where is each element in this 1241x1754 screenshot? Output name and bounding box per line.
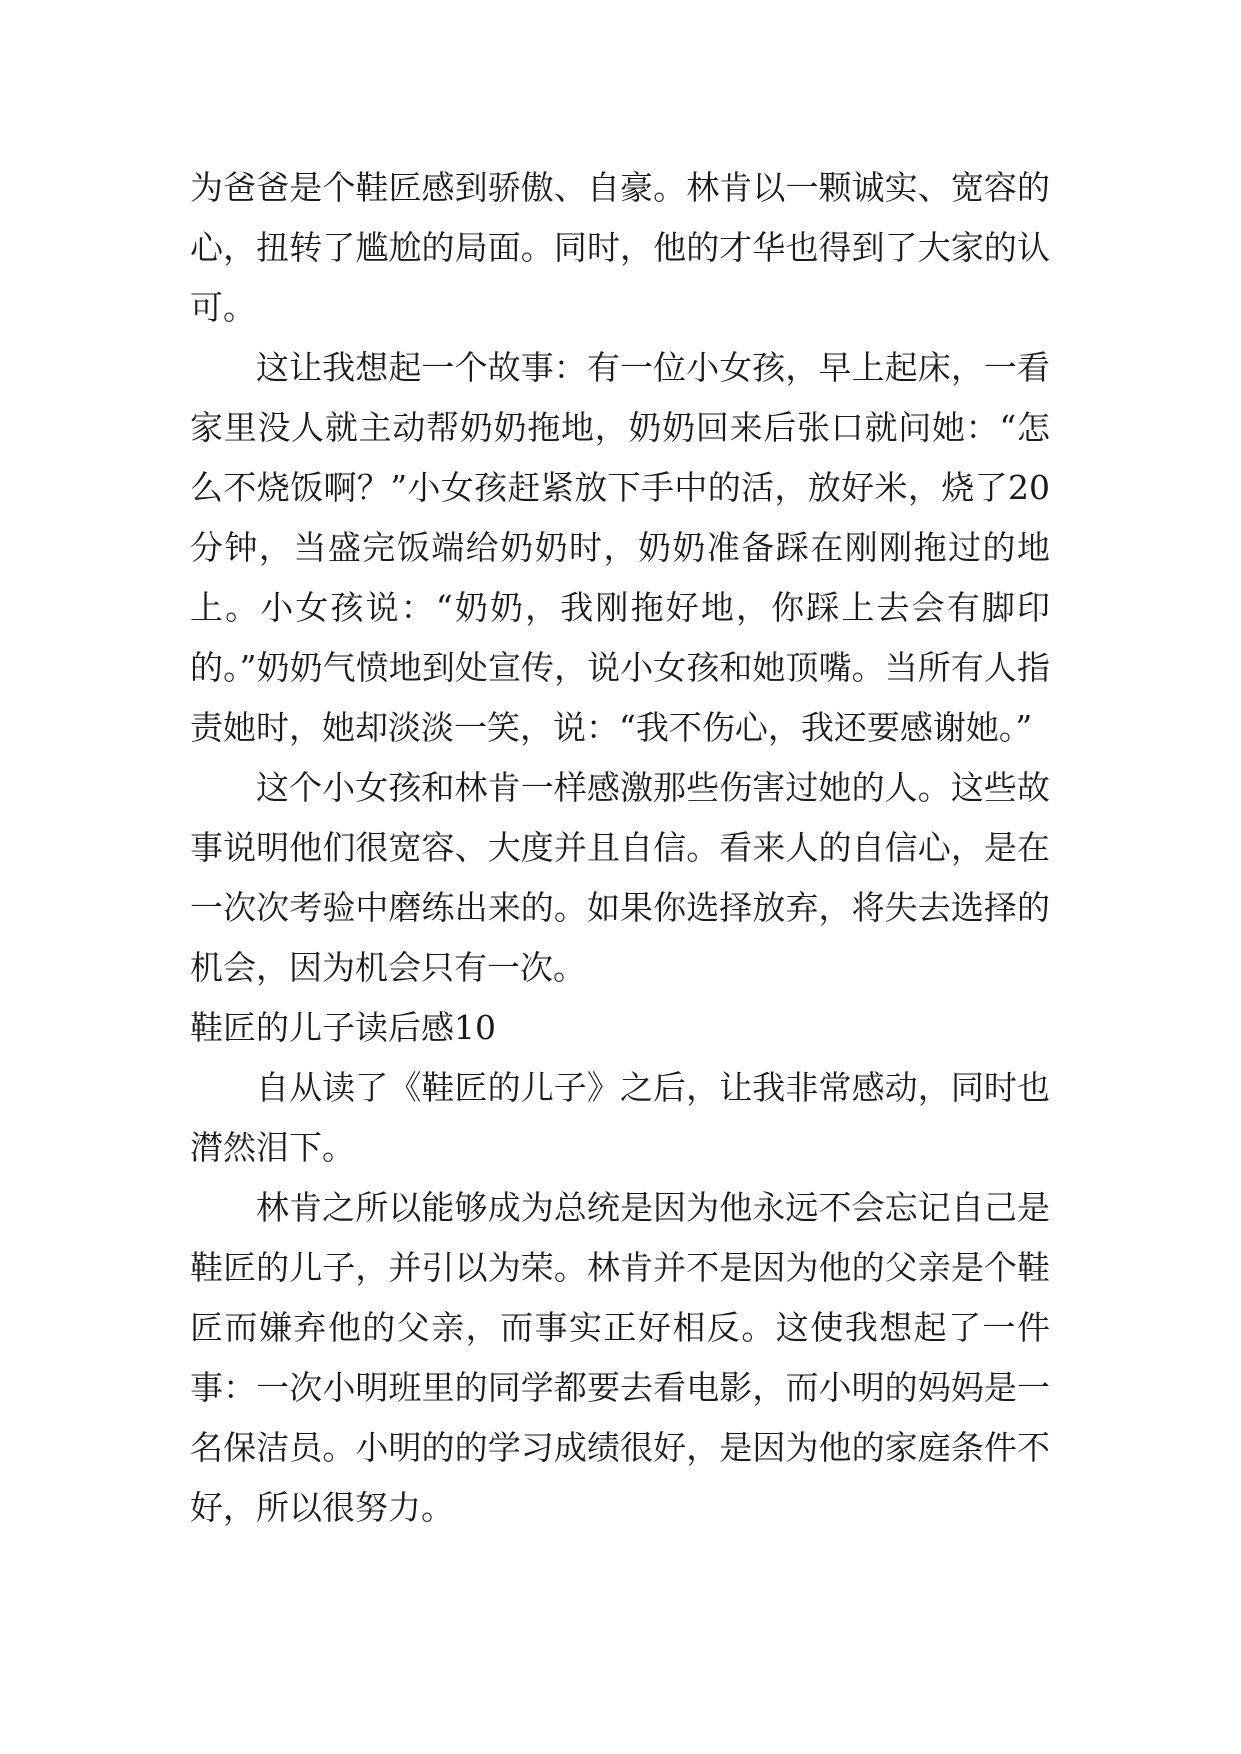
paragraph-conclusion: 这个小女孩和林肯一样感激那些伤害过她的人。这些故事说明他们很宽容、大度并且自信。看来人的自信心，是在一次次考验中磨练出来的。如果你选择放弃，将失去选择的机会，因为机会只有一次。 — [190, 768, 1050, 987]
section-title: 鞋匠的儿子读后感10 — [190, 1008, 496, 1047]
paragraph-lincoln: 林肯之所以能够成为总统是因为他永远不会忘记自己是鞋匠的儿子，并引以为荣。林肯并不是因为他的父亲是个鞋匠而嫌弃他的父亲，而事实正好相反。这使我想起了一件事：一次小明班里的同学都要去看电影，而小明的妈妈是一名保洁员。小明的的学习成绩很好，是因为他的家庭条件不好，所以很努力。 — [190, 1188, 1050, 1527]
document-body — [190, 158, 1050, 1538]
paragraph-continuation: 为爸爸是个鞋匠感到骄傲、自豪。林肯以一颗诚实、宽容的心，扭转了尴尬的局面。同时，他的才华也得到了大家的认可。 — [190, 168, 1050, 327]
paragraph-intro: 自从读了《鞋匠的儿子》之后，让我非常感动，同时也潸然泪下。 — [190, 1068, 1050, 1167]
paragraph-story: 这让我想起一个故事：有一位小女孩，早上起床，一看家里没人就主动帮奶奶拖地，奶奶回来后张口就问她：“怎么不烧饭啊？”小女孩赶紧放下手中的活，放好米，烧了20分钟，当盛完饭端给奶奶时，奶奶准备踩在刚刚拖过的地上。小女孩说：“奶奶，我刚拖好地，你踩上去会有脚印的。”奶奶气愤地到处宣传，说小女孩和她顶嘴。当所有人指责她时，她却淡淡一笑，说：“我不伤心，我还要感谢她。” — [190, 348, 1050, 747]
